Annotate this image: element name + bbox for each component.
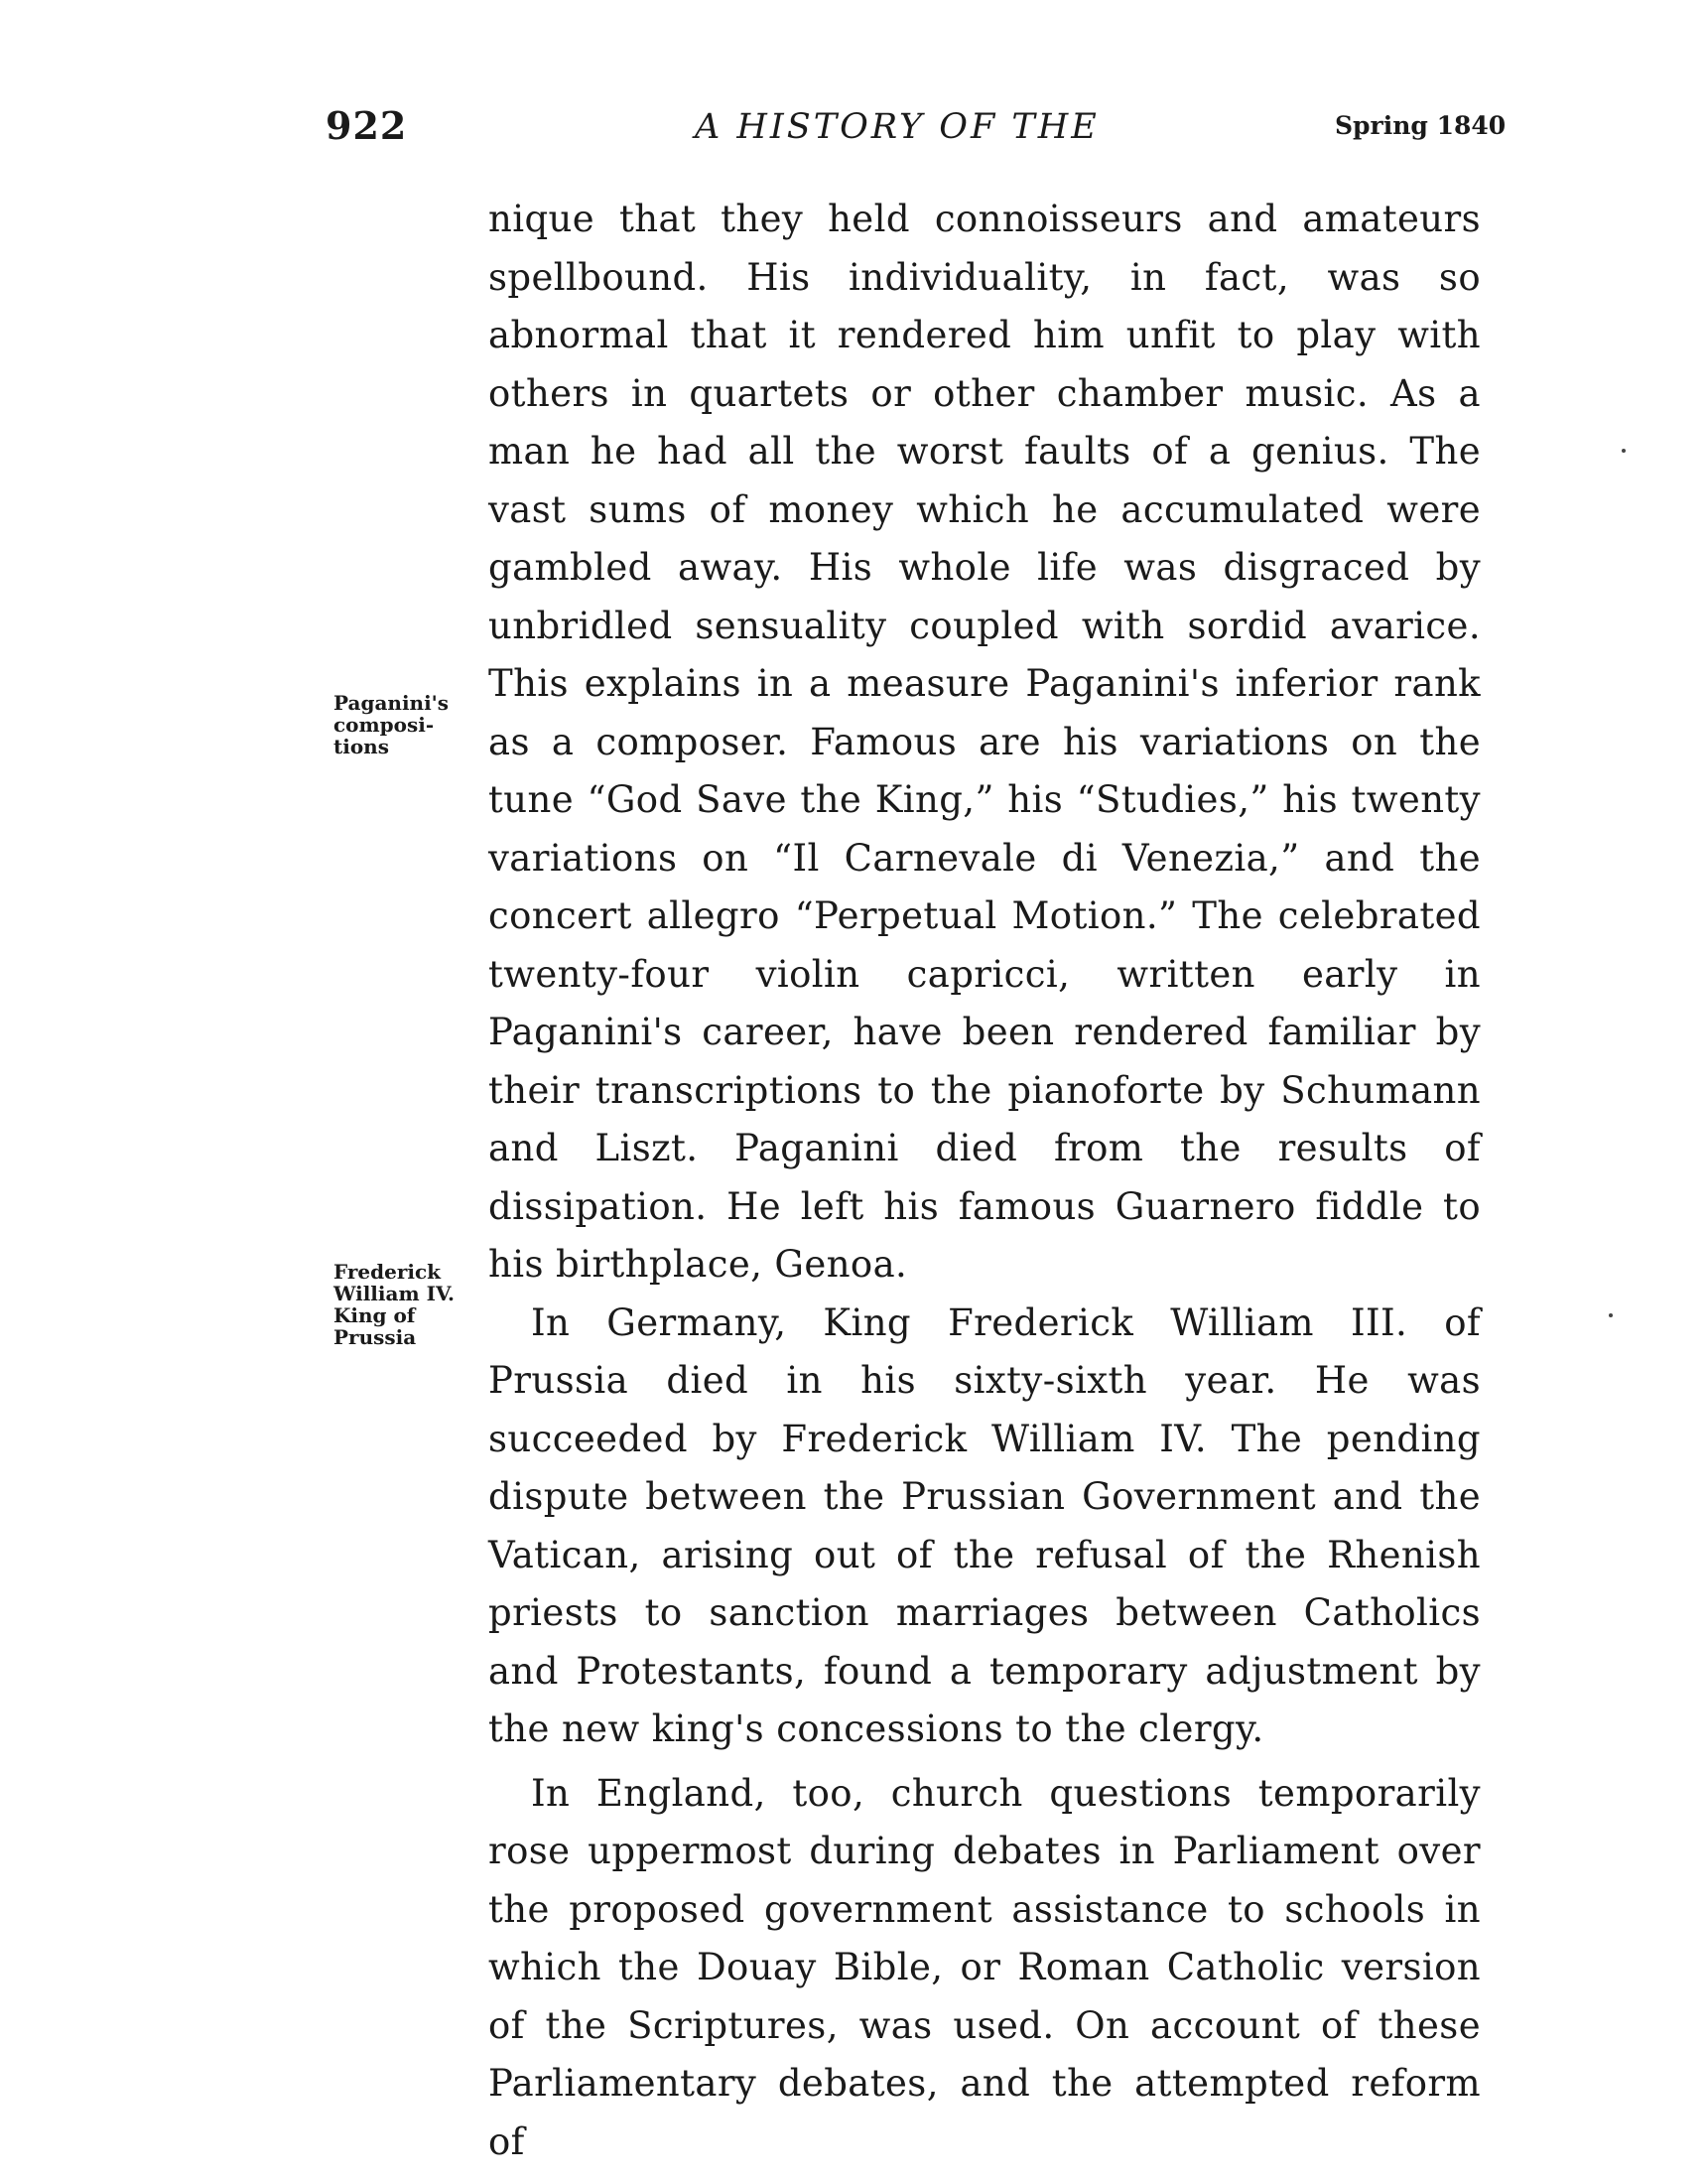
sidenote-line: King of — [333, 1303, 416, 1327]
body-text — [488, 191, 1481, 2171]
paragraph-germany: In Germany, King Frederick William III. of Prussia died in his sixty-sixth year. He was succeeded by Frederick William IV. The pending dispute between the Prussian Government and the Vatican, arising out of the refusal of the Rhenish priests to sanction marriages between Catholics and Protestants, found a temporary adjustment by the new king's concessions to the clergy. — [488, 1300, 1481, 1750]
sidenote-line: Prussia — [333, 1325, 417, 1349]
margin-speck — [1609, 1313, 1613, 1317]
sidenote-frederick-william — [333, 1261, 455, 1348]
sidenote-line: Paganini's — [333, 691, 450, 715]
sidenote-line: tions — [333, 735, 389, 758]
running-title: A HISTORY OF THE — [695, 107, 1100, 147]
sidenote-line: composi- — [333, 713, 435, 737]
margin-speck — [1622, 449, 1626, 453]
page-number: 922 — [326, 103, 408, 148]
paragraph-england: In England, too, church questions temporarily rose uppermost during debates in Parliament over the proposed government assistance to schools in which the Douay Bible, or Roman Catholic version of the Scriptures, was used. On account of these Parliamentary debates, and the attempted reform of — [488, 1771, 1481, 2163]
sidenote-paganini-compositions — [333, 692, 449, 757]
sidenote-line: William IV. — [333, 1282, 455, 1305]
paragraph-paganini: nique that they held connoisseurs and amateurs spellbound. His individuality, in fact, was so abnormal that it rendered him unfit to play with others in quartets or other chamber music. As a man he had all the worst faults of a genius. The vast sums of money which he accumulated were gambled away. His whole life was disgraced by unbridled sensuality coupled with sordid avarice. This explains in a measure Paganini's inferior rank as a composer. Famous are his variations on the tune “God Save the King,” his “Studies,” his twenty variations on “Il Carnevale di Venezia,” and the concert allegro “Perpetual Motion.” The celebrated twenty-four violin capricci, written early in Paganini's career, have been rendered familiar by their transcriptions to the pianoforte by Schumann and Liszt. Paganini died from the results of dissipation. He left his famous Guarnero fiddle to his birthplace, Genoa. — [488, 198, 1481, 1286]
running-date: Spring 1840 — [1335, 111, 1507, 140]
sidenote-line: Frederick — [333, 1260, 441, 1284]
